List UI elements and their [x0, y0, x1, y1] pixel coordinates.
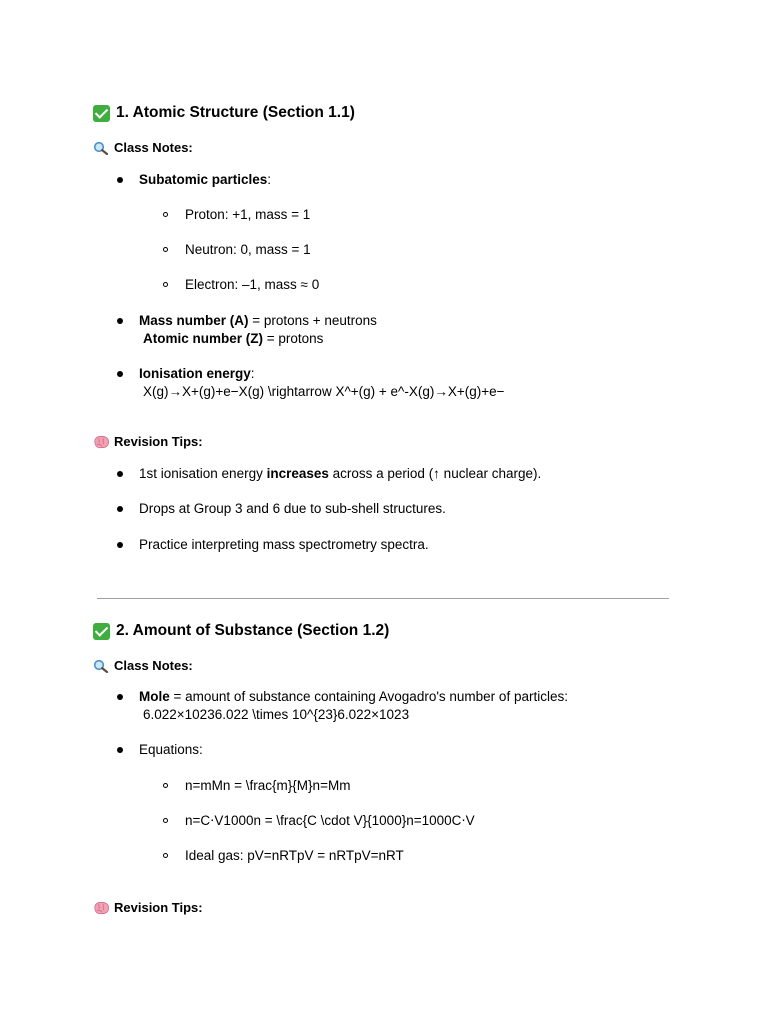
- ionisation-colon: :: [250, 366, 255, 381]
- mole-equation: 6.022×10236.022 \times 10^{23}6.022×1023: [143, 707, 410, 722]
- mass-number-label: Mass number (A): [139, 313, 249, 328]
- mole-label: Mole: [139, 689, 170, 704]
- section-1-revision-heading: [93, 434, 203, 449]
- bullet-icon: [117, 471, 123, 477]
- subatomic-item: [139, 171, 271, 189]
- ionisation-equation: X(g)→X+(g)+e−X(g) \rightarrow X^+(g) + e^-X(g)→X+(g)+e−: [143, 384, 505, 399]
- section-2-revision-heading: [93, 900, 203, 915]
- sub-bullet-icon: [163, 247, 168, 252]
- tip-1-text-a: 1st ionisation energy: [139, 466, 267, 481]
- sub-bullet-icon: [163, 783, 168, 788]
- bullet-icon: [117, 177, 123, 183]
- subatomic-colon: :: [267, 172, 272, 187]
- equation-1-item: n=mMn = \frac{m}{M}n=Mm: [185, 778, 351, 793]
- atomic-number-item: [143, 330, 323, 348]
- neutron-item: Neutron: 0, mass = 1: [185, 242, 311, 257]
- mole-text: = amount of substance containing Avogadro's number of particles:: [169, 689, 568, 704]
- atomic-number-label: Atomic number (Z): [143, 331, 263, 346]
- sub-bullet-icon: [163, 853, 168, 858]
- bullet-icon: [117, 371, 123, 377]
- section-2-heading: [93, 622, 389, 640]
- equation-3-item: Ideal gas: pV=nRTpV = nRTpV=nRT: [185, 848, 404, 863]
- ionisation-label: Ionisation energy: [139, 366, 251, 381]
- section-1-title: 1. Atomic Structure (Section 1.1): [116, 104, 355, 121]
- bullet-icon: [117, 747, 123, 753]
- bullet-icon: [117, 694, 123, 700]
- sub-bullet-icon: [163, 212, 168, 217]
- section-2-class-notes-heading: [93, 658, 193, 673]
- sub-bullet-icon: [163, 282, 168, 287]
- brain-icon: [93, 435, 110, 449]
- bullet-icon: [117, 506, 123, 512]
- ionisation-item: [139, 365, 255, 383]
- section-1-class-notes-heading: [93, 140, 193, 155]
- tip-1-item: [139, 465, 541, 483]
- magnifier-icon: [93, 141, 109, 155]
- check-mark-icon: [93, 623, 110, 640]
- check-mark-icon: [93, 105, 110, 122]
- tip-2-item: Drops at Group 3 and 6 due to sub-shell structures.: [139, 501, 446, 516]
- tip-1-text-c: across a period (↑ nuclear charge).: [328, 466, 542, 481]
- revision-tips-label: Revision Tips:: [114, 900, 203, 915]
- bullet-icon: [117, 318, 123, 324]
- mass-number-text: = protons + neutrons: [248, 313, 377, 328]
- mole-item: [139, 688, 568, 706]
- mass-number-item: [139, 312, 377, 330]
- class-notes-label: Class Notes:: [114, 140, 193, 155]
- section-2-title: 2. Amount of Substance (Section 1.2): [116, 622, 390, 639]
- sub-bullet-icon: [163, 818, 168, 823]
- bullet-icon: [117, 542, 123, 548]
- magnifier-icon: [93, 659, 109, 673]
- atomic-number-text: = protons: [263, 331, 324, 346]
- equations-item: Equations:: [139, 742, 203, 757]
- electron-item: Electron: –1, mass ≈ 0: [185, 277, 320, 292]
- tip-3-item: Practice interpreting mass spectrometry spectra.: [139, 537, 429, 552]
- subatomic-label: Subatomic particles: [139, 172, 268, 187]
- equation-2-item: n=C⋅V1000n = \frac{C \cdot V}{1000}n=1000C⋅V: [185, 813, 475, 828]
- tip-1-emphasis: increases: [266, 466, 329, 481]
- proton-item: Proton: +1, mass = 1: [185, 207, 311, 222]
- section-1-heading: [93, 104, 355, 122]
- revision-tips-label: Revision Tips:: [114, 434, 203, 449]
- section-divider: [97, 598, 669, 599]
- brain-icon: [93, 901, 110, 915]
- class-notes-label: Class Notes:: [114, 658, 193, 673]
